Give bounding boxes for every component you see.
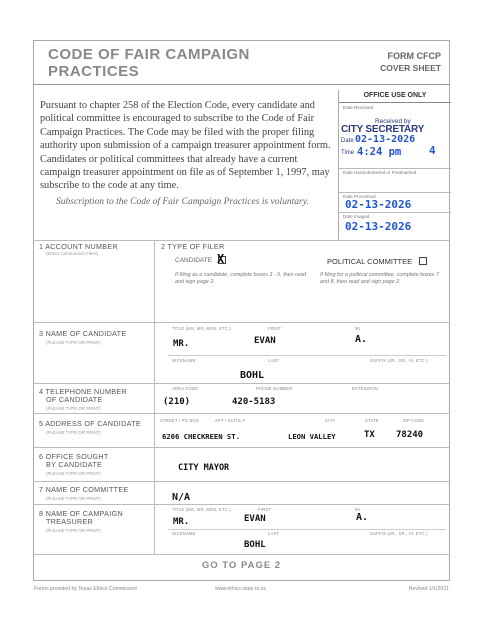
s8-title-label: TITLE (MS, MR, MRS, ETC.) bbox=[172, 507, 231, 512]
city-label: CITY bbox=[325, 418, 336, 423]
apt-label: APT / SUITE # bbox=[215, 418, 245, 423]
s8-title-value: MR. bbox=[173, 517, 190, 527]
form-title-line1: CODE OF FAIR CAMPAIGN bbox=[48, 46, 250, 63]
state-value: TX bbox=[364, 430, 375, 440]
area-code-label: AREA CODE bbox=[172, 386, 199, 391]
s3-title-value: MR. bbox=[173, 339, 190, 349]
stamp-received-by: Received by bbox=[375, 118, 411, 125]
s8-last-value: BOHL bbox=[244, 540, 266, 550]
s3-last-value: BOHL bbox=[240, 370, 265, 381]
section4-label2: OF CANDIDATE bbox=[46, 395, 103, 404]
street-label: STREET / PO BOX bbox=[160, 418, 199, 423]
date-processed-value: 02-13-2026 bbox=[345, 198, 412, 211]
footer-website: www.ethics.state.tx.us bbox=[215, 586, 267, 592]
stamp-office: CITY SECRETARY bbox=[341, 124, 425, 135]
candidate-checkmark: X bbox=[217, 252, 225, 266]
date-received-label: Date Received bbox=[343, 105, 374, 110]
phone-label: PHONE NUMBER bbox=[256, 386, 293, 391]
s3-first-label: FIRST bbox=[268, 326, 282, 331]
form-name: COVER SHEET bbox=[380, 63, 441, 73]
committee-note: If filing for a political committee, complete boxes 7 and 8, then read and sign page 2. bbox=[320, 272, 439, 285]
zip-value: 78240 bbox=[396, 430, 424, 440]
stamp-time: 4:24 pm bbox=[357, 146, 402, 158]
voluntary-note: Subscription to the Code of Fair Campaign Practices is voluntary. bbox=[56, 197, 309, 207]
go-to-page-2: GO TO PAGE 2 bbox=[201, 560, 282, 571]
section7-sub: (PLEASE TYPE OR PRINT) bbox=[46, 496, 101, 501]
footer-revision: Revised 1/1/2021 bbox=[408, 586, 449, 592]
s3-mi-value: A. bbox=[355, 334, 368, 345]
zip-label: ZIP CODE bbox=[403, 418, 425, 423]
section4-sub: (PLEASE TYPE OR PRINT) bbox=[46, 406, 101, 411]
phone-value: 420-5183 bbox=[232, 397, 276, 407]
hand-delivered-label: Date Hand-delivered or Postmarked bbox=[343, 170, 417, 175]
stamp-date-prefix: Date bbox=[341, 138, 354, 144]
section3-label: 3 NAME OF CANDIDATE bbox=[39, 329, 127, 338]
s8-first-label: FIRST bbox=[258, 507, 272, 512]
s3-suffix-label: SUFFIX (JR., SR., III, ETC.) bbox=[370, 358, 428, 363]
form-code: FORM CFCP bbox=[387, 51, 441, 61]
state-label: STATE bbox=[365, 418, 379, 423]
candidate-option-label: CANDIDATE bbox=[175, 257, 213, 264]
s3-first-value: EVAN bbox=[254, 336, 276, 346]
section1-label: 1 ACCOUNT NUMBER bbox=[39, 242, 118, 251]
section1-sub: (Ethics Commission Filers) bbox=[46, 251, 99, 256]
street-value: 6206 CHECKREEN ST. bbox=[162, 432, 240, 441]
section5-sub: (PLEASE TYPE OR PRINT) bbox=[46, 430, 101, 435]
s8-nickname-label: NICKNAME bbox=[172, 531, 196, 536]
committee-checkbox[interactable] bbox=[419, 257, 427, 265]
section6-sub: (PLEASE TYPE OR PRINT) bbox=[46, 471, 101, 476]
candidate-note: If filing as a candidate, complete boxes 3 - 5, then read and sign page 2. bbox=[175, 272, 306, 285]
s3-last-label: LAST bbox=[268, 358, 280, 363]
stamp-date: 02-13-2026 bbox=[355, 134, 416, 145]
section6-label2: BY CANDIDATE bbox=[46, 460, 103, 469]
section7-label: 7 NAME OF COMMITTEE bbox=[39, 485, 129, 494]
footer-provider: Forms provided by Texas Ethics Commission bbox=[34, 586, 138, 592]
stamp-initials: 4 bbox=[429, 144, 436, 157]
form-title-line2: PRACTICES bbox=[48, 63, 140, 80]
city-value: LEON VALLEY bbox=[288, 432, 336, 441]
section2-label: 2 TYPE OF FILER bbox=[161, 242, 225, 251]
s3-mi-label: MI bbox=[355, 326, 361, 331]
s8-last-label: LAST bbox=[268, 531, 280, 536]
section5-label: 5 ADDRESS OF CANDIDATE bbox=[39, 419, 141, 428]
extension-label: EXTENSION bbox=[352, 386, 378, 391]
section8-label2: TREASURER bbox=[46, 517, 94, 526]
section4-label1: 4 TELEPHONE NUMBER bbox=[39, 387, 127, 396]
section6-label1: 6 OFFICE SOUGHT bbox=[39, 452, 109, 461]
date-imaged-value: 02-13-2026 bbox=[345, 220, 412, 233]
office-sought-value: CITY MAYOR bbox=[178, 463, 230, 473]
office-use-box bbox=[338, 90, 451, 240]
office-use-heading: OFFICE USE ONLY bbox=[363, 92, 427, 99]
s8-mi-value: A. bbox=[356, 512, 369, 523]
section8-sub: (PLEASE TYPE OR PRINT) bbox=[46, 528, 101, 533]
intro-paragraph: Pursuant to chapter 258 of the Election Code, every candidate and political committee is encouraged to subscribe to the Code of Fair Campaign Practices. The Code may be filed with the proper filing authority upon submission of a campaign treasurer appointment form. Candidates or political committees that already have a current campaign treasurer appointment on file as of September 1, 1997, may subscribe to the code at any time. bbox=[40, 100, 331, 192]
s3-nickname-label: NICKNAME bbox=[172, 358, 196, 363]
date-imaged-label: Date Imaged bbox=[343, 214, 370, 219]
s8-first-value: EVAN bbox=[244, 514, 266, 524]
s8-suffix-label: SUFFIX (JR., SR., III, ETC.) bbox=[370, 531, 428, 536]
s8-mi-label: MI bbox=[355, 507, 361, 512]
s3-title-label: TITLE (MS, MR, MRS, ETC.) bbox=[172, 326, 231, 331]
section8-label1: 8 NAME OF CAMPAIGN bbox=[39, 509, 123, 518]
committee-name-value: N/A bbox=[172, 492, 191, 503]
date-processed-label: Date Processed bbox=[343, 194, 376, 199]
section3-sub: (PLEASE TYPE OR PRINT) bbox=[46, 340, 101, 345]
area-code-value: (210) bbox=[163, 397, 191, 407]
committee-option-label: POLITICAL COMMITTEE bbox=[327, 257, 413, 266]
stamp-time-prefix: Time bbox=[341, 150, 355, 156]
